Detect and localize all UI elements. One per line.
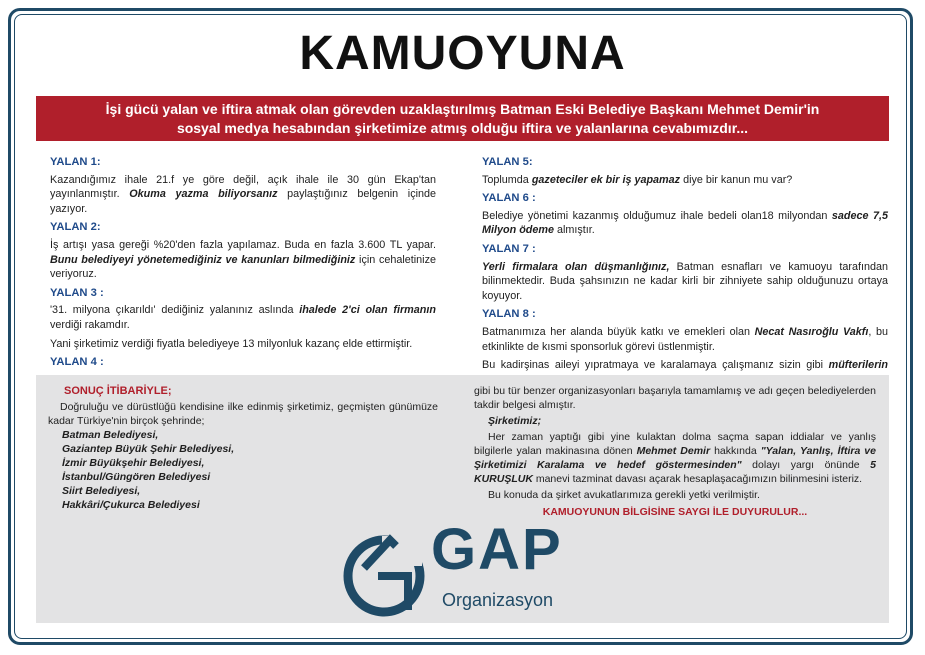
closing-p3 [474, 430, 876, 486]
emphasis: Yerli firmalara olan düşmanlığınız, [482, 260, 670, 273]
text-span: verdiği rakamdır. [50, 318, 130, 331]
logo-subtitle: Organizasyon [442, 590, 554, 610]
emphasis: "Yalan, Yanlış, İftira ve Şirketimizi Karalama ve hedef göstermesinden" [474, 445, 876, 471]
text-span: Batmanımıza her alanda büyük katkı ve emekleri olan [482, 325, 755, 338]
conclusion-right [474, 384, 876, 521]
yalan-2-heading: YALAN 2: [50, 221, 101, 234]
yalan-2-text [50, 238, 436, 282]
text-span: Batman esnafları ve kamuoyu tarafından bilinmektedir. Buda şahsınızın ne kadar kirli bir zihniyete sahip olduğunuzu ortaya koyuyor. [482, 260, 888, 302]
closing-p1: gibi bu tür benzer organizasyonları başarıyla tamamlamış ve adı geçen belediyelerden takdir belgesi almıştır. [474, 385, 876, 411]
text-span: paylaştığınız belgenin içinde yazıyor. [50, 188, 437, 215]
yalan-3-text [50, 303, 436, 332]
closing-p2: Şirketimiz; [488, 415, 542, 427]
emphasis: 5 KURUŞLUK [474, 459, 876, 485]
conclusion-intro: Doğruluğu ve dürüstlüğü kendisine ilke edinmiş şirketimiz, geçmişten günümüze kadar Türkiye'nin birçok şehrinde; [48, 401, 438, 427]
municipality-list [62, 428, 438, 512]
text-span: '31. milyona çıkarıldı' dediğiniz yalanınız aslında [50, 304, 300, 317]
text-span: , bu etkinlikte de kısmi sponsorluk görevi üstlenmiştir. [482, 325, 889, 353]
emphasis: müfterilerin [828, 359, 888, 372]
yalan-6-heading: YALAN 6 : [482, 192, 536, 205]
yalan-7-text [482, 260, 888, 304]
text-span: İş artışı yasa gereği %20'den fazla yapılamaz. Buda en fazla 3.600 TL yapar. [50, 238, 436, 251]
text-span: diye bir kanun mu var? [680, 173, 793, 186]
list-item: İstanbul/Güngören Belediyesi [62, 471, 211, 483]
yalan-8-text [482, 325, 888, 354]
closing-p4: Bu konuda da şirket avukatlarımıza gerekli yetki verilmiştir. [488, 489, 760, 501]
yalan-1-heading: YALAN 1: [50, 156, 101, 168]
conclusion-left [48, 384, 438, 512]
right-column [468, 155, 888, 391]
list-item: Hakkâri/Çukurca Belediyesi [62, 499, 200, 511]
text-span: manevi tazminat davası açarak hesaplaşacağımızın bilinmesini isteriz. [532, 473, 863, 485]
emphasis: Mehmet Demir [636, 445, 711, 457]
emphasis: Bunu belediyeyi yönetemediğiniz ve kanunları bilmediğiniz [50, 253, 356, 266]
emphasis: ihalede 2'ci olan firmanın [299, 304, 436, 317]
banner-line-2: sosyal medya hesabından şirketimize atmış olduğu iftira ve yalanlarına cevabımızdır... [176, 120, 749, 136]
text-span: Belediye yönetimi kazanmış olduğumuz ihale bedeli olan18 milyondan [482, 209, 832, 222]
yalan-8-heading: YALAN 8 : [482, 308, 536, 321]
headline-banner [36, 96, 889, 141]
text-span: Bu kadirşinas aileyi yıpratmaya ve karalamaya çalışmanız sizin gibi [482, 359, 829, 372]
banner-line-1: İşi gücü yalan ve iftira atmak olan görevden uzaklaştırılmış Batman Eski Belediye Başkanı Mehmet Demir'in [105, 101, 820, 117]
left-column [36, 155, 436, 391]
list-item: İzmir Büyükşehir Belediyesi, [62, 457, 205, 469]
yalan-6-text [482, 209, 888, 238]
text-span: almıştır. [554, 224, 595, 237]
text-span: hakkında [710, 445, 761, 457]
closing-announcement: KAMUOYUNUN BİLGİSİNE SAYGI İLE DUYURULUR... [542, 506, 808, 518]
text-span: Her zaman yaptığı gibi yine kulaktan dolma saçma sapan iddialar ve yanlış bilgilerle yalan makinasına dönen [474, 431, 876, 457]
emphasis: sadece 7,5 Milyon ödeme [482, 209, 888, 237]
emphasis: gazeteciler ek bir iş yapamaz [531, 173, 681, 186]
text-span: Toplumda [482, 173, 532, 186]
emphasis: Okuma yazma biliyorsanız [129, 188, 278, 201]
yalan-4-heading: YALAN 4 : [50, 356, 104, 369]
logo-wordmark: GAP [431, 517, 563, 582]
list-item: Siirt Belediyesi, [62, 485, 141, 497]
list-item: Gaziantep Büyük Şehir Belediyesi, [62, 443, 235, 455]
yalan-3-heading: YALAN 3 : [50, 286, 104, 299]
conclusion-heading: SONUÇ İTİBARİYLE; [64, 385, 172, 397]
emphasis: Necat Nasıroğlu Vakfı [754, 325, 869, 338]
yalan-3-text-2: Yani şirketimiz verdiği fiyatla belediyeye 13 milyonluk kazanç elde ettirmiştir. [50, 337, 413, 350]
page-title: KAMUOYUNA [299, 27, 626, 80]
yalan-1-text [50, 173, 436, 217]
yalan-5-heading: YALAN 5: [482, 156, 533, 168]
text-span: için cehaletinize veriyoruz. [50, 253, 436, 281]
text-span: Kazandığımız ihale 21.f ye göre değil, açık ihale ile 30 gün Ekap'tan yayınlanmıştır. [50, 173, 436, 201]
yalan-5-text [482, 173, 888, 188]
yalan-7-heading: YALAN 7 : [482, 242, 536, 255]
list-item: Batman Belediyesi, [62, 429, 159, 441]
text-span: dolayı yargı önünde [741, 459, 871, 471]
